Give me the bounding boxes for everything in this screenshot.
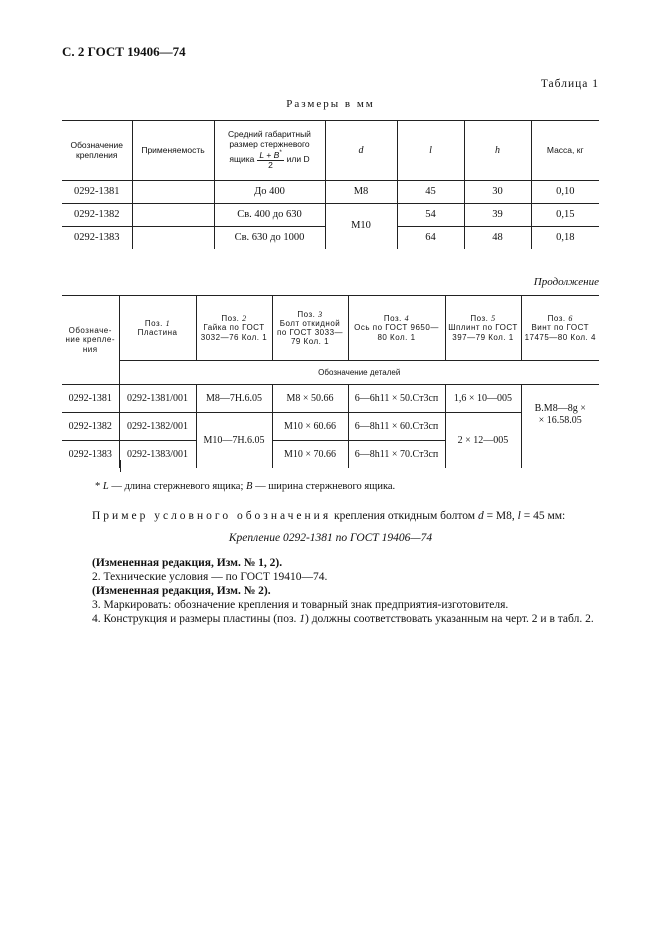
cell-pos1: 0292-1383/001 — [119, 441, 196, 469]
cell-application — [132, 227, 214, 250]
cell-pos3: М8 × 50.66 — [272, 385, 348, 413]
table-1-header — [62, 121, 599, 181]
cell-d: M8 — [325, 181, 397, 204]
header-pos6 — [521, 296, 599, 361]
example-d-label: d — [477, 510, 484, 522]
example-designation: Крепление 0292-1381 по ГОСТ 19406—74 — [228, 532, 433, 544]
cell-pos5: 1,6 × 10—005 — [445, 385, 521, 413]
cell-designation: 0292-1382 — [62, 204, 132, 227]
cell-size: Св. 630 до 1000 — [214, 227, 325, 250]
avg-size-tail: или D — [286, 154, 310, 165]
parts-designation-label: Обозначение деталей — [119, 361, 599, 385]
cell-l: 54 — [397, 204, 464, 227]
cell-designation: 0292-1383 — [62, 227, 132, 250]
footnote-text1: — длина стержневого ящика; — [111, 481, 244, 492]
header-designation: Обозначение крепления — [62, 121, 132, 181]
footnote — [95, 481, 395, 492]
cell-pos2: М8—7Н.6.05 — [196, 385, 272, 413]
cell-l: 45 — [397, 181, 464, 204]
cell-l: 64 — [397, 227, 464, 250]
cell-designation: 0292-1381 — [62, 181, 132, 204]
pos1-prefix: Поз. — [144, 318, 163, 328]
item-4-a: 4. Конструкция и размеры пластины (поз. — [92, 613, 297, 625]
table-1 — [62, 120, 599, 249]
example-l-label: l — [517, 510, 521, 522]
header-l: l — [397, 121, 464, 181]
continuation-label: Продолжение — [533, 276, 599, 288]
pos5-prefix: Поз. — [470, 314, 489, 324]
footnote-L: L — [102, 481, 109, 492]
pos5-number: 5 — [491, 314, 496, 324]
avg-size-line1: Средний габаритный размер стержневого — [228, 129, 311, 149]
frac-numerator: L + B — [259, 149, 280, 160]
table-2-header — [62, 296, 599, 361]
frac-star: * — [279, 149, 282, 156]
page-header: С. 2 ГОСТ 19406—74 — [62, 44, 186, 59]
pos6-prefix: Поз. — [547, 314, 566, 324]
item-2: 2. Технические условия — по ГОСТ 19410—74. — [92, 571, 328, 583]
cell-pos4: 6—8h11 × 70.Ст3сп — [348, 441, 445, 469]
header-pos5 — [445, 296, 521, 361]
table-label: Таблица 1 — [540, 78, 599, 90]
cell-pos2: М10—7Н.6.05 — [196, 413, 272, 469]
cell-application — [132, 181, 214, 204]
header-pos3 — [272, 296, 348, 361]
pos1-name: Пластина — [137, 328, 178, 337]
pos6-number: 6 — [568, 314, 573, 324]
pos3-prefix: Поз. — [297, 309, 316, 319]
pos5-name: Шплинт по ГОСТ 397—79 Кол. 1 — [448, 323, 518, 342]
item-4 — [62, 612, 602, 626]
cell-designation: 0292-1382 — [62, 413, 119, 441]
cell-pos6 — [521, 385, 599, 469]
pos2-name: Гайка по ГОСТ 3032—76 Кол. 1 — [200, 323, 268, 342]
header-avg-size — [214, 121, 325, 181]
header-pos1 — [119, 296, 196, 361]
header-pos2 — [196, 296, 272, 361]
header-pos4 — [348, 296, 445, 361]
cell-d: M10 — [325, 204, 397, 250]
avg-size-formula — [229, 150, 309, 171]
cell-application — [132, 204, 214, 227]
pos3-number: 3 — [318, 309, 323, 319]
cell-pos3: М10 × 60.66 — [272, 413, 348, 441]
cell-size: До 400 — [214, 181, 325, 204]
pos2-number: 2 — [242, 314, 247, 324]
cell-pos5: 2 × 12—005 — [445, 413, 521, 469]
pos4-name: Ось по ГОСТ 9650—80 Кол. 1 — [354, 323, 439, 342]
example-text: крепления откидным болтом — [334, 510, 476, 522]
header-mass: Масса, кг — [531, 121, 599, 181]
example-d-val: = М8, — [486, 510, 515, 522]
table-row — [62, 181, 599, 204]
example-l-val: = 45 мм: — [523, 510, 566, 522]
frac-denominator: 2 — [268, 160, 273, 171]
footnote-text2: — ширина стержневого ящика. — [255, 481, 396, 492]
parts-designation-row — [62, 361, 599, 385]
cell-pos3: М10 × 70.66 — [272, 441, 348, 469]
cell-h: 48 — [464, 227, 531, 250]
cell-h: 39 — [464, 204, 531, 227]
footnote-B: B — [246, 481, 253, 492]
table-row — [62, 385, 599, 413]
pos3-name: Болт откидной по ГОСТ 3033—79 Кол. 1 — [276, 318, 344, 347]
table-2 — [62, 295, 599, 468]
table-row — [62, 204, 599, 227]
footnote-star: * — [95, 481, 101, 492]
pos4-prefix: Поз. — [383, 314, 402, 324]
pos6-name: Винт по ГОСТ 17475—80 Кол. 4 — [524, 323, 596, 342]
table-2-stub-line — [120, 460, 121, 472]
cell-mass: 0,10 — [531, 181, 599, 204]
header-h: h — [464, 121, 531, 181]
header-designation: Обозначе- ние крепле- ния — [62, 296, 119, 385]
cell-mass: 0,18 — [556, 231, 575, 243]
body-text — [62, 556, 602, 626]
pos4-number: 4 — [404, 314, 410, 324]
item-4-b: ) должны соответствовать указанным на черт. 2 и в табл. 2. — [305, 613, 594, 625]
example-line — [92, 510, 565, 522]
cell-pos1: 0292-1382/001 — [119, 413, 196, 441]
header-d: d — [325, 121, 397, 181]
example-spaced: Пример условного обозначения — [92, 510, 332, 522]
cell-pos4: 6—8h11 × 60.Ст3сп — [348, 413, 445, 441]
cell-h: 30 — [464, 181, 531, 204]
pos6-value-line2: × 16.58.05 — [538, 414, 582, 426]
cell-pos1: 0292-1381/001 — [119, 385, 196, 413]
amendment-2: (Измененная редакция, Изм. № 2). — [92, 585, 271, 597]
item-3: 3. Маркировать: обозначение крепления и товарный знак предприятия-изготовителя. — [92, 599, 509, 611]
header-application: Применяемость — [132, 121, 214, 181]
dimensions-note: Размеры в мм — [286, 98, 375, 110]
item-4-pos: 1 — [299, 613, 305, 625]
cell-size: Св. 400 до 630 — [214, 204, 325, 227]
pos6-value-line1: В.М8—8g × — [534, 403, 586, 414]
cell-designation: 0292-1383 — [62, 441, 119, 469]
cell-designation: 0292-1381 — [62, 385, 119, 413]
cell-pos4: 6—6h11 × 50.Ст3сп — [348, 385, 445, 413]
pos1-number: 1 — [165, 318, 171, 328]
table-row — [62, 413, 599, 441]
pos2-prefix: Поз. — [221, 314, 240, 324]
amendment-1: (Измененная редакция, Изм. № 1, 2). — [92, 557, 283, 569]
avg-size-word: ящика — [229, 154, 255, 165]
cell-mass: 0,15 — [531, 204, 599, 227]
